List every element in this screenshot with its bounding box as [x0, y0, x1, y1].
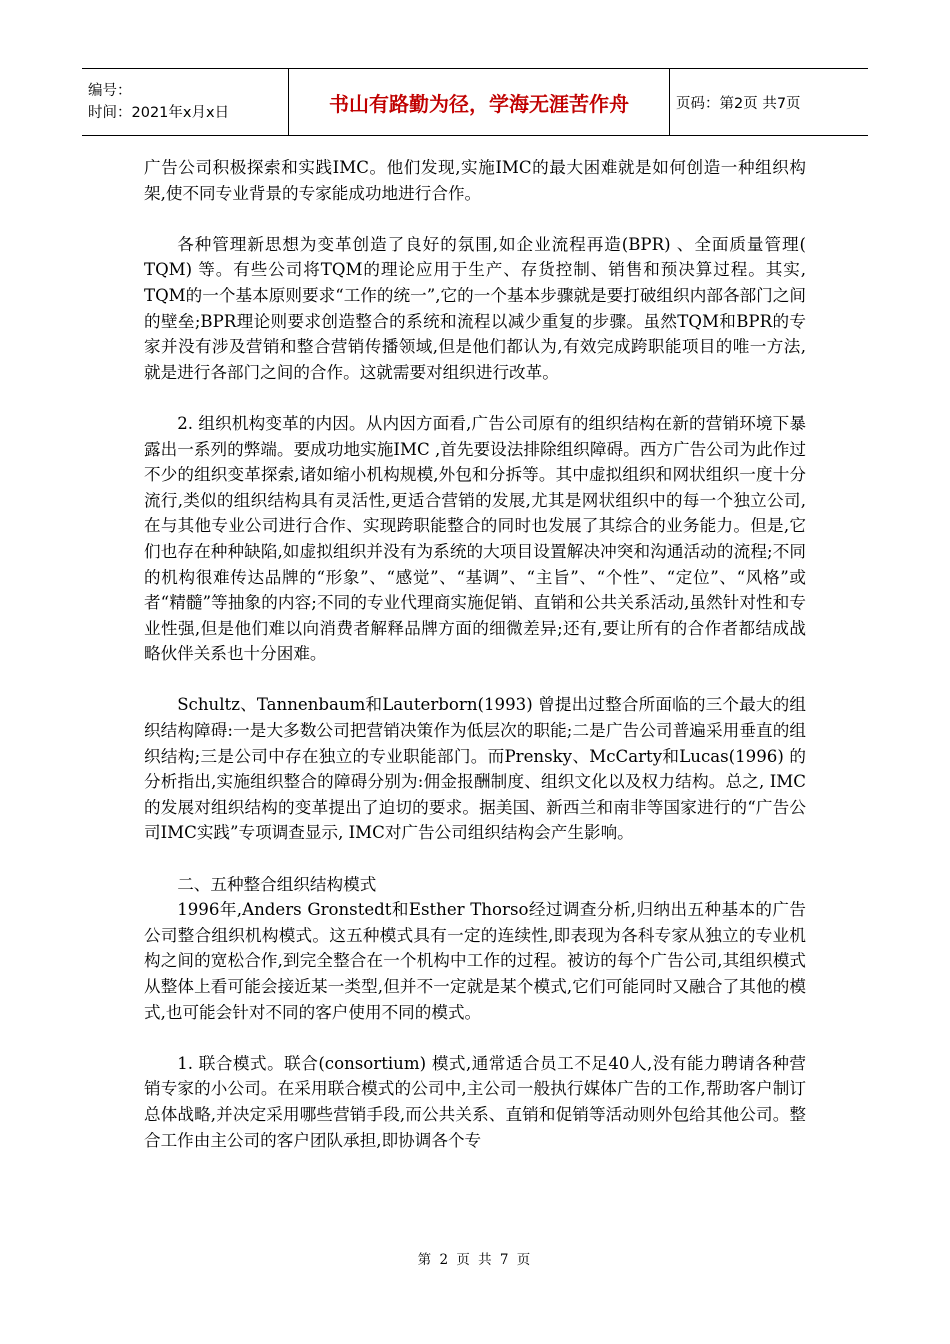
- page-header: [82, 68, 868, 136]
- header-meta: [82, 69, 289, 135]
- page-footer: 第 2 页 共 7 页: [417, 1252, 533, 1268]
- paragraph-5: 1996年,Anders Gronstedt和Esther Thorso经过调查分析,归纳出五种基本的广告公司整合组织机构模式。这五种模式具有一定的连续性,即表现为各科专家从独立的专业机构之间的宽松合作,到完全整合在一个机构中工作的过程。被访的每个广告公司,其组织模式从整体上看可能会接近某一类型,但并不一定就是某个模式,它们可能同时又融合了其他的模式,也可能会针对不同的客户使用不同的模式。: [144, 900, 806, 1022]
- header-page-number: 页码：第2页 共7页: [676, 95, 801, 112]
- paragraph-2: 各种管理新思想为变革创造了良好的氛围,如企业流程再造(BPR) 、全面质量管理( TQM) 等。有些公司将TQM的理论应用于生产、存货控制、销售和预决算过程。其实, TQM的一个基本原则要求“工作的统一”,它的一个基本步骤就是要打破组织内部各部门之间的壁垒;BPR理论则要求创造整合的系统和流程以减少重复的步骤。虽然TQM和BPR的专家并没有涉及营销和整合营销传播领域,但是他们都认为,有效完成跨职能项目的唯一方法,就是进行各部门之间的合作。这就需要对组织进行改革。: [144, 234, 806, 382]
- document-time-label: 时间：2021年x月x日: [88, 105, 230, 121]
- paragraph-3: 2. 组织机构变革的内因。从内因方面看,广告公司原有的组织结构在新的营销环境下暴露出一系列的弊端。要成功地实施IMC ,首先要设法排除组织障碍。西方广告公司为此作过不少的组织变革探索,诸如缩小机构规模,外包和分拆等。其中虚拟组织和网状组织一度十分流行,类似的组织结构具有灵活性,更适合营销的发展,尤其是网状组织中的每一个独立公司,在与其他专业公司进行合作、实现跨职能整合的同时也发展了其综合的业务能力。但是,它们也存在种种缺陷,如虚拟组织并没有为系统的大项目设置解决冲突和沟通活动的流程;不同的机构很难传达品牌的“形象”、“感觉”、“基调”、“主旨”、“个性”、“定位”、“风格”或者“精髓”等抽象的内容;不同的专业代理商实施促销、直销和公共关系活动,虽然针对性和专业性强,但是他们难以向消费者解释品牌方面的细微差异;还有,要让所有的合作者都结成战略伙伴关系也十分困难。: [144, 413, 806, 664]
- header-motto: 书山有路勤为径，学海无涯苦作舟: [289, 69, 670, 135]
- paragraph-6: 1. 联合模式。联合(consortium) 模式,通常适合员工不足40人,没有能力聘请各种营销专家的小公司。在采用联合模式的公司中,主公司一般执行媒体广告的工作,帮助客户制订总体战略,并决定采用哪些营销手段,而公共关系、直销和促销等活动则外包给其他公司。整合工作由主公司的客户团队承担,即协调各个专: [144, 1053, 806, 1150]
- paragraph-4: Schultz、Tannenbaum和Lauterborn(1993) 曾提出过整合所面临的三个最大的组织结构障碍:一是大多数公司把营销决策作为低层次的职能;二是广告公司普遍采用垂直的组织结构;三是公司中存在独立的专业职能部门。而Prensky、McCarty和Lucas(1996) 的分析指出,实施组织整合的障碍分别为:佣金报酬制度、组织文化以及权力结构。总之, IMC的发展对组织结构的变革提出了迫切的要求。据美国、新西兰和南非等国家进行的“广告公司IMC实践”专项调查显示, IMC对广告公司组织结构会产生影响。: [144, 695, 806, 843]
- paragraph-1: 广告公司积极探索和实践IMC。他们发现,实施IMC的最大困难就是如何创造一种组织构架,使不同专业背景的专家能成功地进行合作。: [144, 158, 806, 203]
- section-heading: 二、五种整合组织结构模式: [177, 874, 377, 894]
- document-body: [144, 155, 806, 1153]
- document-number-label: 编号：: [88, 83, 132, 99]
